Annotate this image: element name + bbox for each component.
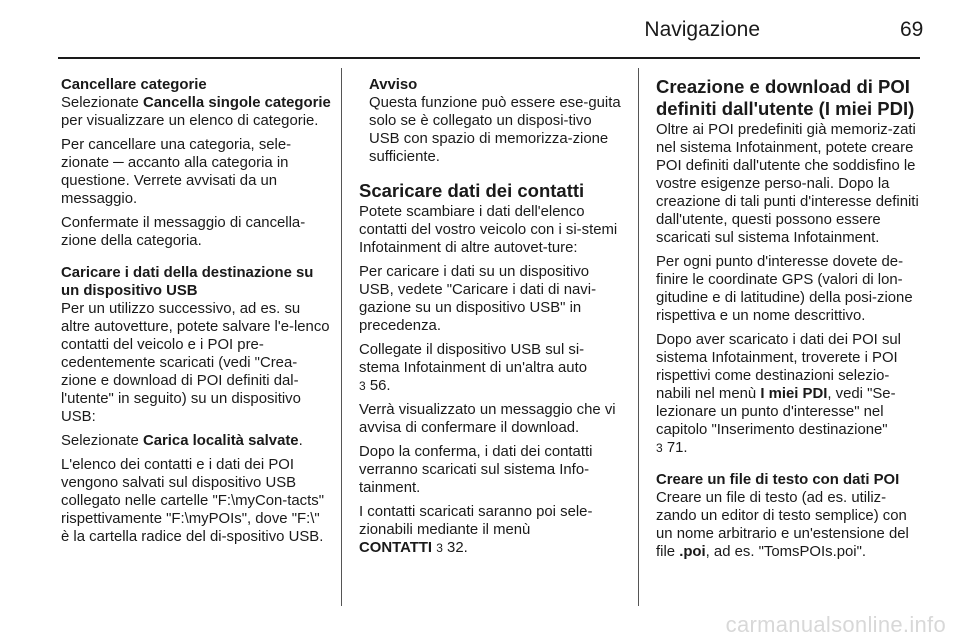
paragraph: Dopo la conferma, i dati dei contatti verranno scaricati sul sistema Info-tainment.	[359, 444, 593, 496]
paragraph: Per un utilizzo successivo, ad es. su altre autovetture, potete salvare l'e-lenco contatti del veicolo e i POI pre-cedentemente scaricati (vedi "Crea-zione e download di POI definiti dal-l'utente" in seguito) su un dispositivo USB:	[61, 301, 330, 425]
page-ref-arrow-icon: 3	[359, 379, 366, 393]
menu-item-ref: I miei PDI	[760, 386, 828, 402]
paragraph: Per cancellare una categoria, sele-zionate ─ accanto alla categoria in questione. Verrete avvisati da un messaggio.	[61, 137, 292, 207]
page-ref-arrow-icon: 3	[656, 441, 663, 455]
page-number: 69	[900, 18, 924, 41]
column-2	[359, 76, 621, 563]
menu-item-ref: CONTATTI	[359, 540, 433, 556]
heading-create-text-file: Creare un file di testo con dati POI	[656, 472, 900, 488]
heading-download-contacts: Scaricare dati dei contatti	[359, 180, 585, 201]
paragraph: Collegate il dispositivo USB sul si-stema Infotainment di un'altra auto 3 56.	[359, 342, 587, 394]
column-divider-1	[341, 68, 342, 606]
menu-item-ref: Carica località salvate	[142, 433, 299, 449]
menu-item-ref: Cancella singole categorie	[142, 95, 331, 111]
heading-load-usb: Caricare i dati della destinazione su un dispositivo USB	[61, 265, 314, 299]
heading-custom-poi: Creazione e download di POI definiti dall'utente (I miei PDI)	[656, 76, 915, 119]
paragraph: Per ogni punto d'interesse dovete de-finire le coordinate GPS (valori di lon-gitudine e di latitudine) della posi-zione rispettiva e un nome descrittivo.	[656, 254, 913, 324]
page-header-title: Navigazione	[644, 18, 760, 41]
paragraph: Selezionate Carica località salvate.	[61, 433, 303, 449]
paragraph: L'elenco dei contatti e i dati dei POI vengono salvati sul dispositivo USB collegato nelle cartelle "F:\myCon-tacts" rispettivamente "F:\myPOIs", dove "F:\" è la cartella radice del di-spositivo USB.	[61, 457, 324, 545]
paragraph: Dopo aver scaricato i dati dei POI sul sistema Infotainment, troverete i POI rispettivi come destinazioni selezio-nabili nel menù I miei PDI, vedi "Se-lezionare un punto d'interesse" nel capitolo "Inserimento destinazione" 3 71.	[656, 332, 901, 456]
paragraph: Confermate il messaggio di cancella-zione della categoria.	[61, 215, 306, 249]
paragraph: Per caricare i dati su un dispositivo USB, vedete "Caricare i dati di navi-gazione su un dispositivo USB" in precedenza.	[359, 264, 597, 334]
page-ref-arrow-icon: 3	[436, 541, 443, 555]
page-ref: 71.	[666, 440, 688, 456]
file-extension: .poi	[679, 544, 706, 560]
column-3	[656, 76, 922, 567]
paragraph: Verrà visualizzato un messaggio che vi avvisa di confermare il download.	[359, 402, 616, 436]
paragraph: Creare un file di testo (ad es. utiliz-zando un editor di testo semplice) con un nome arbitrario e un'estensione del file .poi, ad es. "TomsPOIs.poi".	[656, 490, 909, 560]
column-divider-2	[638, 68, 639, 606]
note-label: Avviso	[369, 77, 418, 93]
paragraph: I contatti scaricati saranno poi sele-zionabili mediante il menù CONTATTI 3 32.	[359, 504, 593, 556]
paragraph: Oltre ai POI predefiniti già memoriz-zati nel sistema Infotainment, potete creare POI definiti dall'utente che soddisfino le vostre esigenze perso-nali. Dopo la creazione di tali punti d'interesse definiti dall'utente, questi possono essere scaricati sul sistema Infotainment.	[656, 122, 919, 246]
note-text: Questa funzione può essere ese-guita solo se è collegato un disposi-tivo USB con spazio di memorizza-zione sufficiente.	[369, 95, 621, 165]
column-1	[61, 76, 331, 552]
paragraph: Selezionate Cancella singole categorie per visualizzare un elenco di categorie.	[61, 95, 331, 129]
header-rule	[58, 57, 920, 59]
note-box	[369, 76, 621, 166]
page-ref: 32.	[447, 540, 468, 556]
heading-cancel-categories: Cancellare categorie	[61, 77, 207, 93]
page-ref: 56.	[369, 378, 391, 394]
paragraph: Potete scambiare i dati dell'elenco contatti del vostro veicolo con i si-stemi Infotainment di altre autovet-ture:	[359, 204, 618, 256]
watermark: carmanualsonline.info	[725, 612, 946, 637]
